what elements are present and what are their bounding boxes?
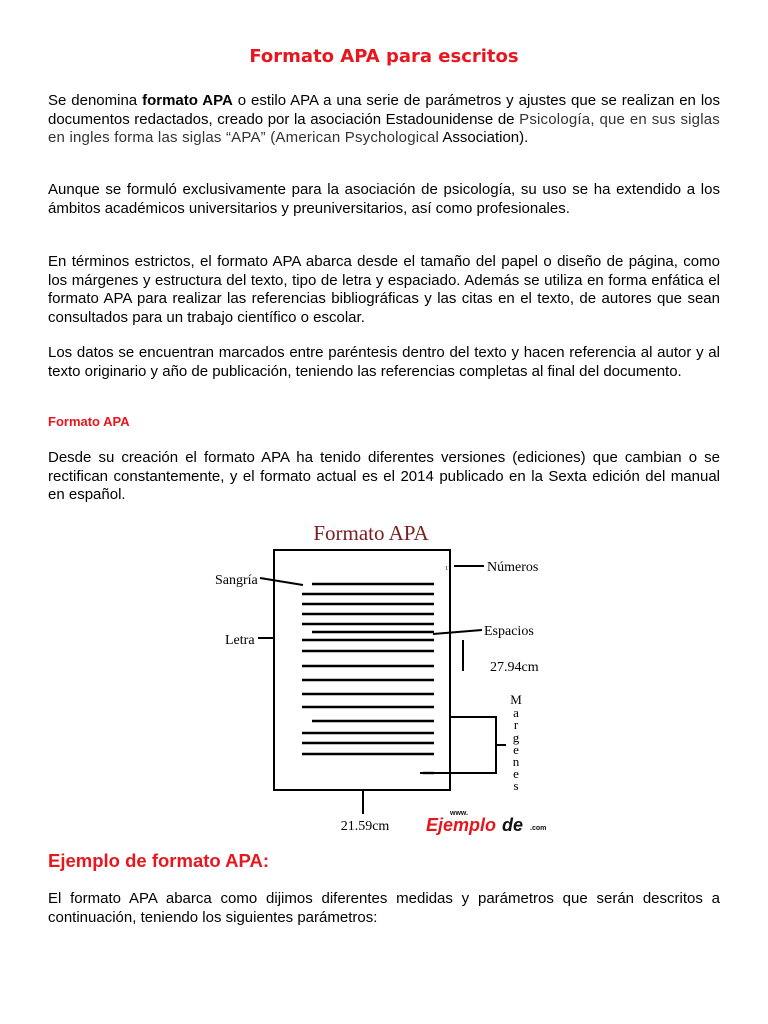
intro-text-3: Psicología, que en sus siglas en ingles forma las siglas “APA” (American Psychological [48,110,721,146]
page-number-marker: 11 [445,566,451,572]
intro-bold-term: formato APA [142,92,233,109]
diagram-svg [208,516,568,836]
paragraph-3: En términos estrictos, el formato APA abarca desde el tamaño del papel o diseño de página, como los márgenes y estructura del texto, tipo de letra y espaciado. Además se utiliza en forma enfática el formato APA para realizar las referencias bibliográficas y las citas en el texto, de autores que sean consultados para un trabajo científico o escolar. [48,253,720,326]
label-height: 27.94cm [490,660,539,675]
intro-text-4: Association). [439,129,529,146]
margenes-letter: M [510,692,522,707]
margenes-letter: r [513,717,519,732]
paragraph-5: Desde su creación el formato APA ha tenido diferentes versiones (ediciones) que cambian o se rectifican constantemente, y el formato actual es el 2014 publicado en la Sexta edición del manual en español. [48,449,720,503]
text-lines [302,584,434,773]
margenes-letter: n [512,754,520,769]
intro-text-1: Se denomina [48,92,143,109]
logo-www: www. [450,810,469,817]
margenes-letter: e [513,766,519,781]
example-heading: Ejemplo de formato APA: [48,850,269,871]
logo-tld: .com [530,825,547,832]
label-margenes-vertical [510,692,522,793]
subheading: Formato APA [48,414,130,429]
diagram-title: Formato APA [313,521,429,545]
label-espacios: Espacios [484,624,534,639]
intro-paragraph [48,92,720,148]
margenes-letter: s [513,778,519,793]
logo-suffix: de [502,815,524,835]
paragraph-2: Aunque se formuló exclusivamente para la asociación de psicología, su uso se ha extendido a los ámbitos académicos universitarios y preuniversitarios, así como profesionales. [48,181,720,217]
margenes-letter: a [513,705,519,720]
paragraph-6: El formato APA abarca como dijimos diferentes medidas y parámetros que serán descritos a continuación, teniendo los siguientes parámetros: [48,890,720,926]
margenes-letter: g [512,730,520,745]
label-width: 21.59cm [340,819,390,834]
document-title: Formato APA para escritos [249,46,519,67]
label-sangria: Sangría [215,573,258,588]
margenes-letter: e [513,742,519,757]
paragraph-4: Los datos se encuentran marcados entre paréntesis dentro del texto y hacen referencia al autor y al texto originario y año de publicación, teniendo las referencias completas al final del documento. [48,344,720,380]
intro-text-2: o estilo APA a una serie de parámetros y ajustes que se realizan en los documentos redactados, creado por la asociación Estadounidense de [48,92,720,128]
ejemplode-logo [426,810,546,835]
label-numeros: Números [487,560,539,575]
label-letra: Letra [225,633,255,648]
logo-brand: Ejemplo [426,815,497,835]
apa-format-diagram [208,516,568,836]
